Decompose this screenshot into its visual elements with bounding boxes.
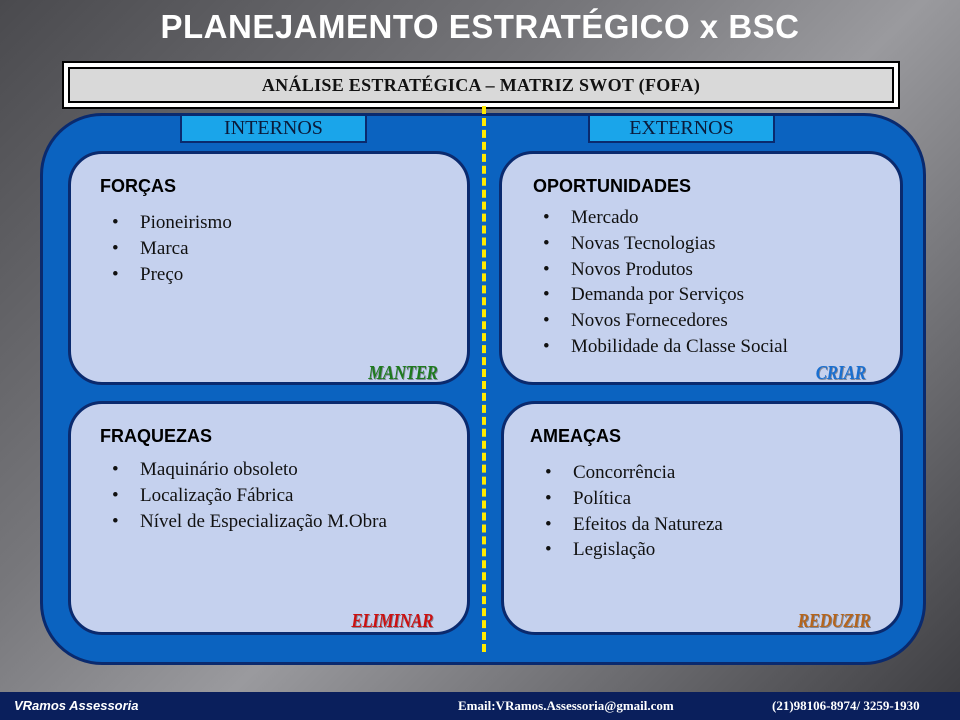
list-item: • Efeitos da Natureza [541, 512, 723, 538]
list-item: • Demanda por Serviços [539, 282, 788, 308]
opportunities-heading: OPORTUNIDADES [533, 176, 692, 196]
list-item: • Maquinário obsoleto [108, 457, 387, 483]
internal-external-divider [482, 106, 486, 652]
list-item: • Política [541, 486, 723, 512]
footer-bar [0, 692, 960, 720]
strengths-action-label: MANTER [367, 362, 437, 384]
list-item: • Novos Produtos [539, 257, 788, 283]
swot-banner [62, 61, 900, 109]
list-item: • Novas Tecnologias [539, 231, 788, 257]
threats-action-label: REDUZIR [797, 610, 870, 632]
threats-list [541, 460, 723, 563]
list-item: • Novos Fornecedores [539, 308, 788, 334]
weaknesses-quadrant [68, 401, 470, 635]
swot-banner-label: ANÁLISE ESTRATÉGICA – MATRIZ SWOT (FOFA) [68, 67, 894, 103]
list-item: • Localização Fábrica [108, 483, 387, 509]
weaknesses-list [108, 457, 387, 534]
footer-phone: (21)98106-8974/ 3259-1930 [772, 698, 920, 713]
slide-title: PLANEJAMENTO ESTRATÉGICO x BSC [160, 8, 800, 45]
threats-quadrant [501, 401, 903, 635]
threats-heading: AMEAÇAS [530, 426, 622, 446]
strengths-list [108, 210, 232, 287]
opportunities-action-label: CRIAR [816, 362, 866, 384]
weaknesses-action-label: ELIMINAR [351, 610, 433, 632]
list-item: • Pioneirismo [108, 210, 232, 236]
list-item: • Mobilidade da Classe Social [539, 334, 788, 360]
list-item: • Concorrência [541, 460, 723, 486]
footer-email: Email:VRamos.Assessoria@gmail.com [458, 698, 674, 713]
footer-company: VRamos Assessoria [14, 698, 139, 713]
strengths-quadrant [68, 151, 470, 385]
opportunities-list [539, 205, 788, 360]
list-item: • Nível de Especialização M.Obra [108, 509, 387, 535]
external-tab: EXTERNOS [588, 114, 775, 143]
list-item: • Legislação [541, 537, 723, 563]
weaknesses-heading: FRAQUEZAS [100, 426, 212, 446]
list-item: • Mercado [539, 205, 788, 231]
opportunities-quadrant [499, 151, 903, 385]
list-item: • Preço [108, 262, 232, 288]
strengths-heading: FORÇAS [100, 176, 176, 196]
internal-tab: INTERNOS [180, 114, 367, 143]
list-item: • Marca [108, 236, 232, 262]
